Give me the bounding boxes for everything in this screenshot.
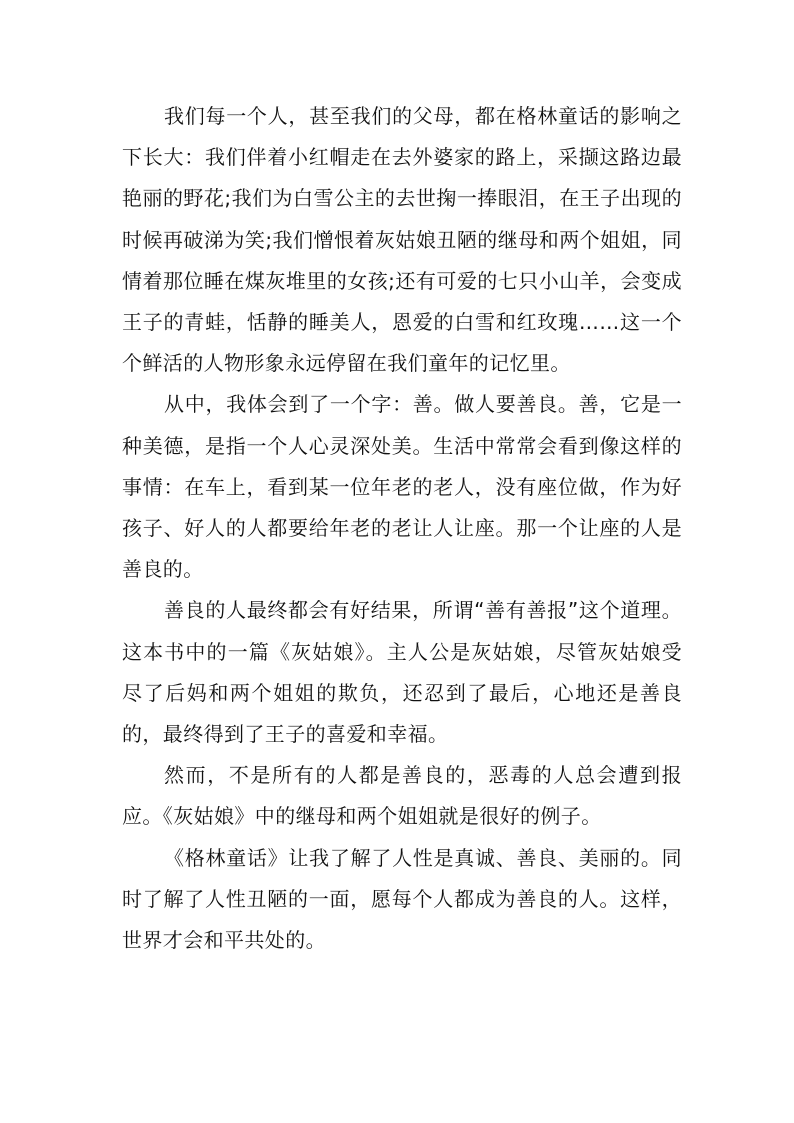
paragraph-2: 从中，我体会到了一个字：善。做人要善良。善，它是一种美德，是指一个人心灵深处美。生活中常常会看到像这样的事情：在车上，看到某一位年老的老人，没有座位做，作为好孩子、好人的人都要给年老的老让人让座。那一个让座的人是善良的。 (122, 392, 682, 582)
paragraph-5: 《格林童话》让我了解了人性是真诚、善良、美丽的。同时了解了人性丑陋的一面，愿每个人都成为善良的人。这样，世界才会和平共处的。 (122, 845, 682, 953)
paragraph-3: 善良的人最终都会有好结果，所谓“善有善报”这个道理。这本书中的一篇《灰姑娘》。主人公是灰姑娘，尽管灰姑娘受尽了后妈和两个姐姐的欺负，还忍到了最后，心地还是善良的，最终得到了王子的喜爱和幸福。 (122, 598, 682, 747)
paragraph-1: 我们每一个人，甚至我们的父母，都在格林童话的影响之下长大：我们伴着小红帽走在去外婆家的路上，采撷这路边最艳丽的野花;我们为白雪公主的去世掬一捧眼泪，在王子出现的时候再破涕为笑;我们憎恨着灰姑娘丑陋的继母和两个姐姐，同情着那位睡在煤灰堆里的女孩;还有可爱的七只小山羊，会变成王子的青蛙，恬静的睡美人，恩爱的白雪和红玫瑰……这一个个鲜活的人物形象永远停留在我们童年的记忆里。 (122, 104, 682, 376)
document-body (122, 96, 682, 961)
paragraph-4: 然而，不是所有的人都是善良的，恶毒的人总会遭到报应。《灰姑娘》中的继母和两个姐姐就是很好的例子。 (122, 763, 682, 829)
